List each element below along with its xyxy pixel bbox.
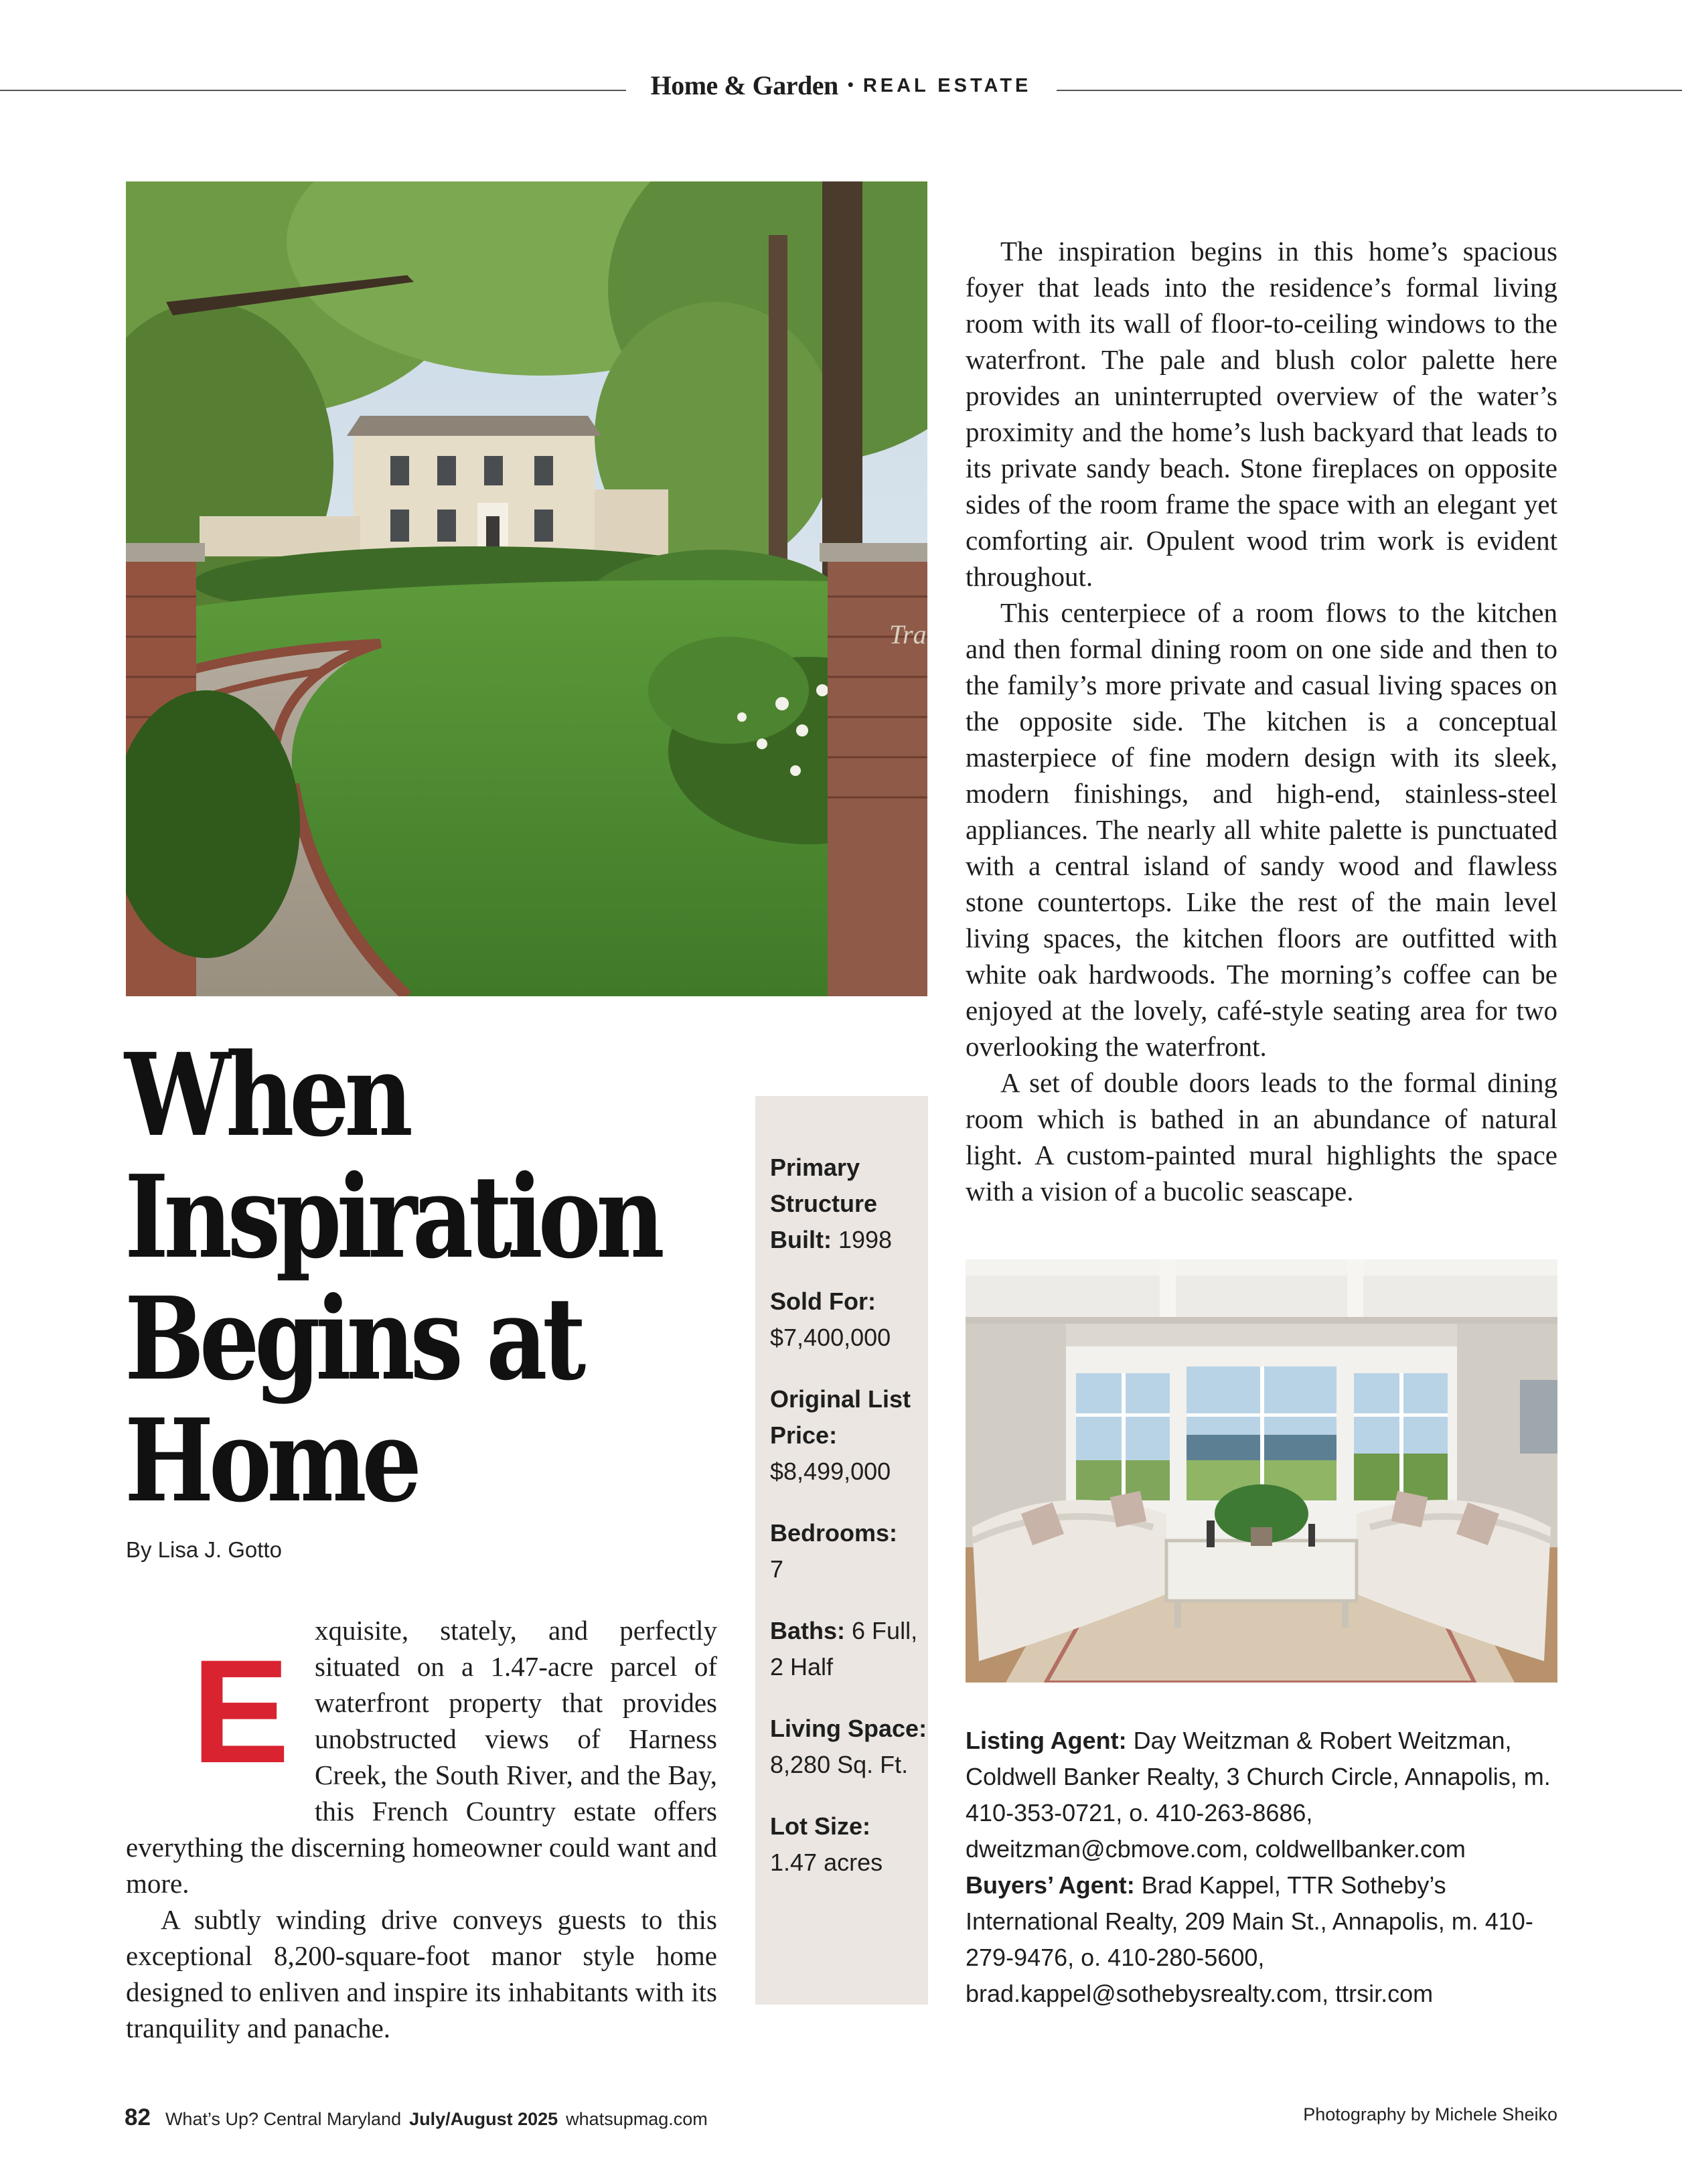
header-rule-right xyxy=(1057,90,1682,91)
headline-line: Home xyxy=(125,1394,417,1528)
right-column xyxy=(966,233,1557,1209)
issue-date: July/August 2025 xyxy=(409,2109,558,2129)
stat-value: $7,400,000 xyxy=(770,1324,891,1351)
drop-cap: E xyxy=(192,1629,290,1794)
stat-value: 8,280 Sq. Ft. xyxy=(770,1751,909,1778)
stat-label: Living Space: xyxy=(770,1715,927,1742)
estate-sign-text: Tra xyxy=(889,619,927,649)
body-paragraph: This centerpiece of a room flows to the kitchen and then formal dining room on one side and then to the family’s more private and casual living spaces on the opposite side. The kitchen is a conceptual masterpiece of fine modern design with its sleek, modern finishings, and high-end, stainless-steel appliances. The nearly all white palette is punctuated with a central island of sandy wood and flawless stone countertops. Like the rest of the main level living spaces, the kitchen floors are outfitted with white oak hardwoods. The morning’s coffee can be enjoyed at the lovely, café-style seating area for two overlooking the waterfront. xyxy=(966,597,1557,1062)
stat-label: Primary Structure Built: xyxy=(770,1154,878,1253)
stat-value: 1998 xyxy=(838,1226,893,1253)
headline-line: Begins at xyxy=(125,1272,581,1406)
stat-baths xyxy=(770,1613,928,1685)
stat-label: Original List Price: xyxy=(770,1385,911,1449)
stat-value: 6 Full, 2 Half xyxy=(770,1617,918,1681)
stat-built xyxy=(770,1150,928,1258)
stat-living-space xyxy=(770,1711,928,1783)
stat-value: 7 xyxy=(770,1555,784,1583)
lead-paragraph: A subtly winding drive conveys guests to this exceptional 8,200-square-foot manor style home designed to enliven and inspire its inhabitants with its tranquility and panache. xyxy=(126,1904,717,2043)
stat-value: $8,499,000 xyxy=(770,1458,891,1485)
headline-line: Inspiration xyxy=(125,1150,660,1284)
stat-value: 1.47 acres xyxy=(770,1849,883,1876)
stat-label: Sold For: xyxy=(770,1288,876,1315)
header-brand: Home & Garden xyxy=(650,70,838,100)
stat-bedrooms xyxy=(770,1515,928,1587)
buyers-agent-label: Buyers’ Agent: xyxy=(966,1871,1135,1899)
page-header xyxy=(0,70,1682,101)
stat-label: Lot Size: xyxy=(770,1812,870,1840)
living-room-photo xyxy=(966,1259,1557,1683)
page-footer xyxy=(125,2104,708,2131)
publication-name: What’s Up? Central Maryland xyxy=(165,2109,402,2129)
body-paragraph: A set of double doors leads to the formal dining room which is bathed in an abundance of natural light. A custom-painted mural highlights the space with a vision of a bucolic seascape. xyxy=(966,1067,1557,1206)
buyers-agent-text: Brad Kappel, TTR Sotheby’s International Realty, 209 Main St., Annapolis, m. 410-279-9476, o. 410-280-5600, brad.kappel@sothebysrealty.com, ttrsir.com xyxy=(966,1871,1533,2007)
header-separator: • xyxy=(847,74,854,94)
byline: By Lisa J. Gotto xyxy=(126,1537,282,1562)
agent-info xyxy=(966,1723,1557,2012)
lead-paragraph: xquisite, stately, and perfectly situated on a 1.47-acre parcel of waterfront property that provides unobstructed views of Harness Creek, the South River, and the Bay, this French Country estate offers everything the discerning homeowner could want and more. xyxy=(126,1615,717,1899)
photo-credit: Photography by Michele Sheiko xyxy=(1303,2104,1557,2124)
stat-label: Bedrooms: xyxy=(770,1519,898,1547)
estate-exterior-photo xyxy=(126,181,927,996)
article-headline xyxy=(125,1028,660,1528)
property-stats-box xyxy=(755,1096,928,2005)
page-number: 82 xyxy=(125,2104,151,2130)
stat-list-price xyxy=(770,1381,928,1490)
lead-column xyxy=(126,1612,717,2046)
website: whatsupmag.com xyxy=(566,2109,708,2129)
headline-line: When xyxy=(125,1028,408,1162)
stat-lot-size xyxy=(770,1808,928,1881)
listing-agent-text: Day Weitzman & Robert Weitzman, Coldwell Banker Realty, 3 Church Circle, Annapolis, m. 410-353-0721, o. 410-263-8686, dweitzman@cbmove.com, coldwellbanker.com xyxy=(966,1727,1551,1863)
listing-agent-label: Listing Agent: xyxy=(966,1727,1127,1754)
stat-sold-for xyxy=(770,1283,928,1356)
stat-label: Baths: xyxy=(770,1617,846,1644)
body-paragraph: The inspiration begins in this home’s spacious foyer that leads into the residence’s formal living room with its wall of floor-to-ceiling windows to the waterfront. The pale and blush color palette here provides an uninterrupted overview of the water’s proximity and the home’s lush backyard that leads to its private sandy beach. Stone fireplaces on opposite sides of the room frame the space with an elegant yet comforting air. Opulent wood trim work is evident throughout. xyxy=(966,236,1557,592)
header-section: REAL ESTATE xyxy=(862,75,1032,96)
